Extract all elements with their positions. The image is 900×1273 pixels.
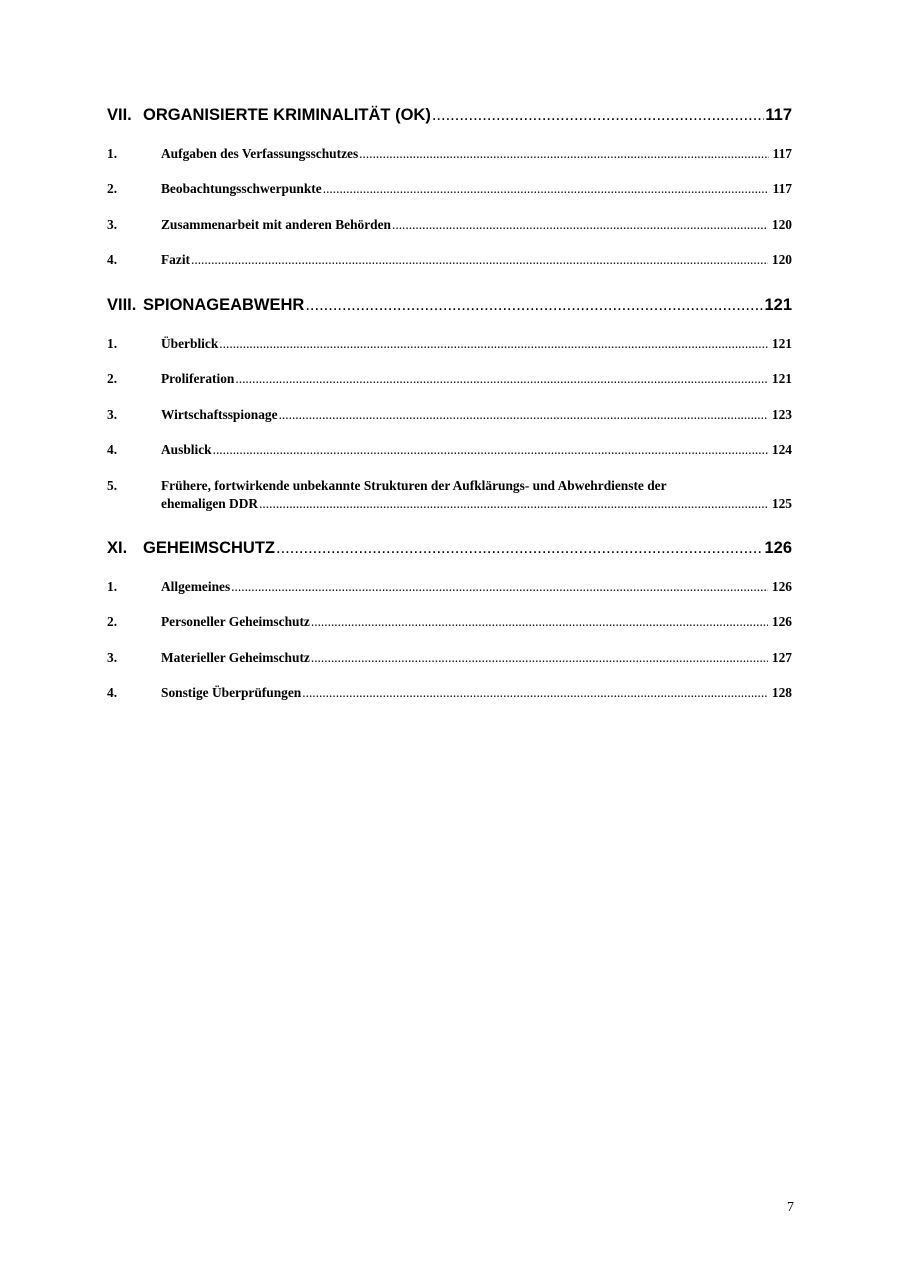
toc-entry-wrapped[interactable] bbox=[107, 478, 792, 512]
toc-entry[interactable] bbox=[107, 685, 792, 701]
entry-title: Allgemeines bbox=[161, 579, 231, 594]
dot-leader bbox=[231, 579, 768, 595]
entry-page-number: 120 bbox=[771, 217, 792, 232]
toc-section-viii[interactable] bbox=[107, 296, 792, 315]
entry-page-number: 117 bbox=[772, 146, 792, 161]
toc-entry[interactable] bbox=[107, 650, 792, 666]
entry-number: 4. bbox=[107, 685, 118, 700]
section-title: ORGANISIERTE KRIMINALITÄT (OK) bbox=[143, 106, 431, 124]
dot-leader bbox=[311, 614, 768, 630]
entry-title-line2: ehemaligen DDR bbox=[161, 496, 259, 511]
toc-entry[interactable] bbox=[107, 252, 792, 268]
toc-entry[interactable] bbox=[107, 336, 792, 352]
entry-title: Zusammenarbeit mit anderen Behörden bbox=[161, 217, 391, 232]
dot-leader bbox=[219, 336, 768, 352]
toc-section-xi[interactable] bbox=[107, 539, 792, 558]
section-page-number: 121 bbox=[764, 296, 792, 314]
entry-page-number: 127 bbox=[771, 650, 792, 665]
entry-page-number: 128 bbox=[771, 685, 792, 700]
entry-page-number: 121 bbox=[771, 336, 792, 351]
entry-number: 2. bbox=[107, 614, 118, 629]
section-title: SPIONAGEABWEHR bbox=[143, 296, 305, 314]
entry-title: Personeller Geheimschutz bbox=[161, 614, 310, 629]
entry-title-line1: Frühere, fortwirkende unbekannte Strukturen der Aufklärungs- und Abwehrdienste der bbox=[161, 478, 667, 493]
dot-leader bbox=[359, 146, 768, 162]
entry-title: Sonstige Überprüfungen bbox=[161, 685, 302, 700]
toc-entry[interactable] bbox=[107, 146, 792, 162]
entry-title: Aufgaben des Verfassungsschutzes bbox=[161, 146, 359, 161]
toc-entry[interactable] bbox=[107, 442, 792, 458]
section-page-number: 117 bbox=[765, 106, 792, 124]
entry-page-number: 126 bbox=[771, 614, 792, 629]
entry-page-number: 126 bbox=[771, 579, 792, 594]
dot-leader bbox=[305, 296, 763, 315]
entry-page-number: 124 bbox=[771, 442, 792, 457]
entry-title: Wirtschaftsspionage bbox=[161, 407, 278, 422]
dot-leader bbox=[392, 217, 768, 233]
dot-leader bbox=[432, 106, 765, 125]
dot-leader bbox=[191, 252, 768, 268]
toc-entry[interactable] bbox=[107, 407, 792, 423]
toc-section-vii[interactable] bbox=[107, 106, 792, 125]
entry-page-number: 123 bbox=[771, 407, 792, 422]
entry-number: 4. bbox=[107, 252, 118, 267]
toc-entry[interactable] bbox=[107, 579, 792, 595]
entry-number: 1. bbox=[107, 336, 118, 351]
entry-page-number: 121 bbox=[771, 371, 792, 386]
entry-title: Beobachtungsschwerpunkte bbox=[161, 181, 322, 196]
entry-number: 1. bbox=[107, 146, 118, 161]
dot-leader bbox=[213, 442, 768, 458]
entry-page-number: 125 bbox=[771, 496, 792, 511]
entry-title: Materieller Geheimschutz bbox=[161, 650, 310, 665]
entry-title: Überblick bbox=[161, 336, 219, 351]
section-title: GEHEIMSCHUTZ bbox=[143, 539, 275, 557]
entry-number: 2. bbox=[107, 371, 118, 386]
entry-number: 5. bbox=[107, 478, 118, 493]
toc-entry[interactable] bbox=[107, 217, 792, 233]
section-number: VIII. bbox=[107, 296, 137, 314]
page-number: 7 bbox=[787, 1200, 794, 1215]
toc-entry[interactable] bbox=[107, 371, 792, 387]
toc-entry[interactable] bbox=[107, 614, 792, 630]
dot-leader bbox=[279, 407, 768, 423]
toc-entry[interactable] bbox=[107, 181, 792, 197]
entry-title: Proliferation bbox=[161, 371, 235, 386]
entry-number: 4. bbox=[107, 442, 118, 457]
entry-number: 3. bbox=[107, 650, 118, 665]
entry-number: 1. bbox=[107, 579, 118, 594]
dot-leader bbox=[311, 650, 768, 666]
dot-leader bbox=[302, 685, 768, 701]
entry-page-number: 120 bbox=[771, 252, 792, 267]
entry-title: Fazit bbox=[161, 252, 190, 267]
section-number: VII. bbox=[107, 106, 132, 124]
entry-number: 3. bbox=[107, 407, 118, 422]
dot-leader bbox=[235, 371, 768, 387]
dot-leader bbox=[259, 496, 768, 512]
entry-number: 3. bbox=[107, 217, 118, 232]
dot-leader bbox=[323, 181, 769, 197]
entry-page-number: 117 bbox=[772, 181, 792, 196]
section-page-number: 126 bbox=[764, 539, 792, 557]
section-number: XI. bbox=[107, 539, 128, 557]
entry-title: Ausblick bbox=[161, 442, 212, 457]
dot-leader bbox=[276, 539, 763, 558]
entry-number: 2. bbox=[107, 181, 118, 196]
